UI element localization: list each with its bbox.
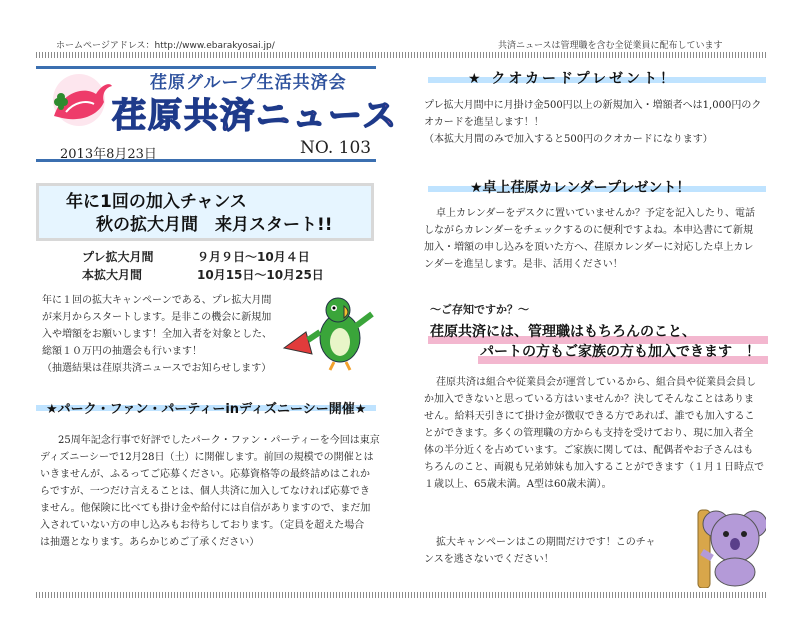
party-body xyxy=(40,432,380,551)
notice-body-line: か加入できないと思っている方はいませんか？決してそんなことはありま xyxy=(424,394,754,405)
calendar-body-line: しながらカレンダーをチェックするのに便利ですよね。本申込書にて新規 xyxy=(424,225,754,236)
notice-body-line: 荏原共済は組合や従業員会が運営しているから、組合員や従業員会員し xyxy=(436,377,756,388)
party-heading: ★パーク・ファン・パーティーinディズニーシー開催★ xyxy=(46,402,367,417)
org-name: 荏原グループ生活共済会 xyxy=(150,73,347,93)
notice-body-line: せん。給料天引きにて掛け金が徴収できる方であれば、誰でも加入するこ xyxy=(424,411,755,422)
party-body-line: ません。他保険に比べても掛け金や給付には自信がありますので、まだ加 xyxy=(40,503,371,514)
calendar-body-line: ンダーを進呈します。是非、活用ください！ xyxy=(424,259,623,270)
calendar-body-line: 加入・増額の申し込みを頂いた方へ、荏原カレンダーに対応した卓上カレ xyxy=(424,242,754,253)
koala-icon xyxy=(688,500,766,588)
notice-body-line: １歳以上、65歳未満。A型は60歳未満）。 xyxy=(424,479,612,490)
issue-date: 2013年8月23日 xyxy=(60,147,157,162)
campaign-body-line: 総額１０万円の抽選会も行います！ xyxy=(42,346,202,357)
bottom-rule xyxy=(36,592,766,598)
quo-heading: ★ クオカードプレゼント！ xyxy=(468,71,678,87)
party-body-line: ディズニーシーで12月28日（土）に開催します。前回の規模での開催とは xyxy=(40,452,374,463)
campaign-body-line: 入や増額をお願いします！全加入者を対象とした、 xyxy=(42,329,272,340)
calendar-heading: ★卓上荏原カレンダープレゼント！ xyxy=(470,180,691,196)
main-period-dates: 10月15日～10月25日 xyxy=(197,268,324,282)
quo-body xyxy=(424,97,774,148)
campaign-line-2: 秋の拡大月間 来月スタート!! xyxy=(96,215,333,235)
pre-period-label: プレ拡大月間 xyxy=(82,250,154,264)
calendar-body xyxy=(424,205,774,273)
notice-kicker: ～ご存知ですか？～ xyxy=(430,303,529,316)
closing-line: ンスを逃さないでください！ xyxy=(424,554,554,565)
homepage-address: ホームページアドレス：http://www.ebarakyosai.jp/ xyxy=(56,41,275,51)
bird-logo-icon xyxy=(44,72,114,134)
quo-body-line: （本拡大月間のみで加入すると500円のクオカードになります） xyxy=(424,134,713,145)
party-body-line: らですが、一つだけ言えることは、個人共済に加入してなければ応募でき xyxy=(40,486,370,497)
campaign-line-1: 年に1回の加入チャンス xyxy=(66,192,247,212)
closing-message xyxy=(424,534,694,568)
notice-body-line: ちろんのこと、両親も兄弟姉妹も加入することができます（１月１日時点で xyxy=(424,462,764,473)
top-rule xyxy=(36,52,766,58)
issue-number: NO. 103 xyxy=(300,138,372,158)
main-period-label: 本拡大月間 xyxy=(82,268,143,282)
notice-headline-2: パートの方もご家族の方も加入できます ！ xyxy=(480,344,760,360)
notice-headline-1: 荏原共済には、管理職はもちろんのこと、 xyxy=(430,324,696,340)
pre-period-dates: ９月９日～10月４日 xyxy=(197,250,310,264)
notice-body xyxy=(424,374,774,493)
newsletter-title: 荏原共済ニュース xyxy=(112,96,399,136)
quo-body-line: プレ拡大月間中に月掛け金500円以上の新規加入・増額者へは1,000円のク xyxy=(424,100,762,111)
notice-body-line: 体の半分近くを占めています。ご家族に関しては、配偶者やお子さんはも xyxy=(424,445,754,456)
party-body-line: 入されていない方の申し込みもお待ちしております。（定員を超えた場合 xyxy=(40,520,365,531)
campaign-body xyxy=(42,292,292,377)
parrot-megaphone-icon xyxy=(282,292,378,372)
closing-line: 拡大キャンペーンはこの期間だけです！このチャ xyxy=(436,537,656,548)
quo-body-line: オカードを進呈します！！ xyxy=(424,117,544,128)
distribution-note: 共済ニュースは管理職を含む全従業員に配布しています xyxy=(498,41,723,51)
party-body-line: いきませんが、ふるってご応募ください。応募資格等の最終詰めはこれか xyxy=(40,469,370,480)
calendar-body-line: 卓上カレンダーをデスクに置いていませんか？予定を記入したり、電話 xyxy=(436,208,755,219)
campaign-body-line: （抽選結果は荏原共済ニュースでお知らせします） xyxy=(42,363,272,374)
campaign-body-line: が来月からスタートします。是非この機会に新規加 xyxy=(42,312,272,323)
party-body-line: は抽選となります。あらかじめご了承ください） xyxy=(40,537,260,548)
party-body-line: 25周年記念行事で好評でしたパーク・ファン・パーティーを今回は東京 xyxy=(58,435,380,446)
campaign-body-line: 年に１回の拡大キャンペーンである、プレ拡大月間 xyxy=(42,295,272,306)
notice-body-line: とができます。多くの管理職の方からも支持を受けており、現に加入者全 xyxy=(424,428,754,439)
